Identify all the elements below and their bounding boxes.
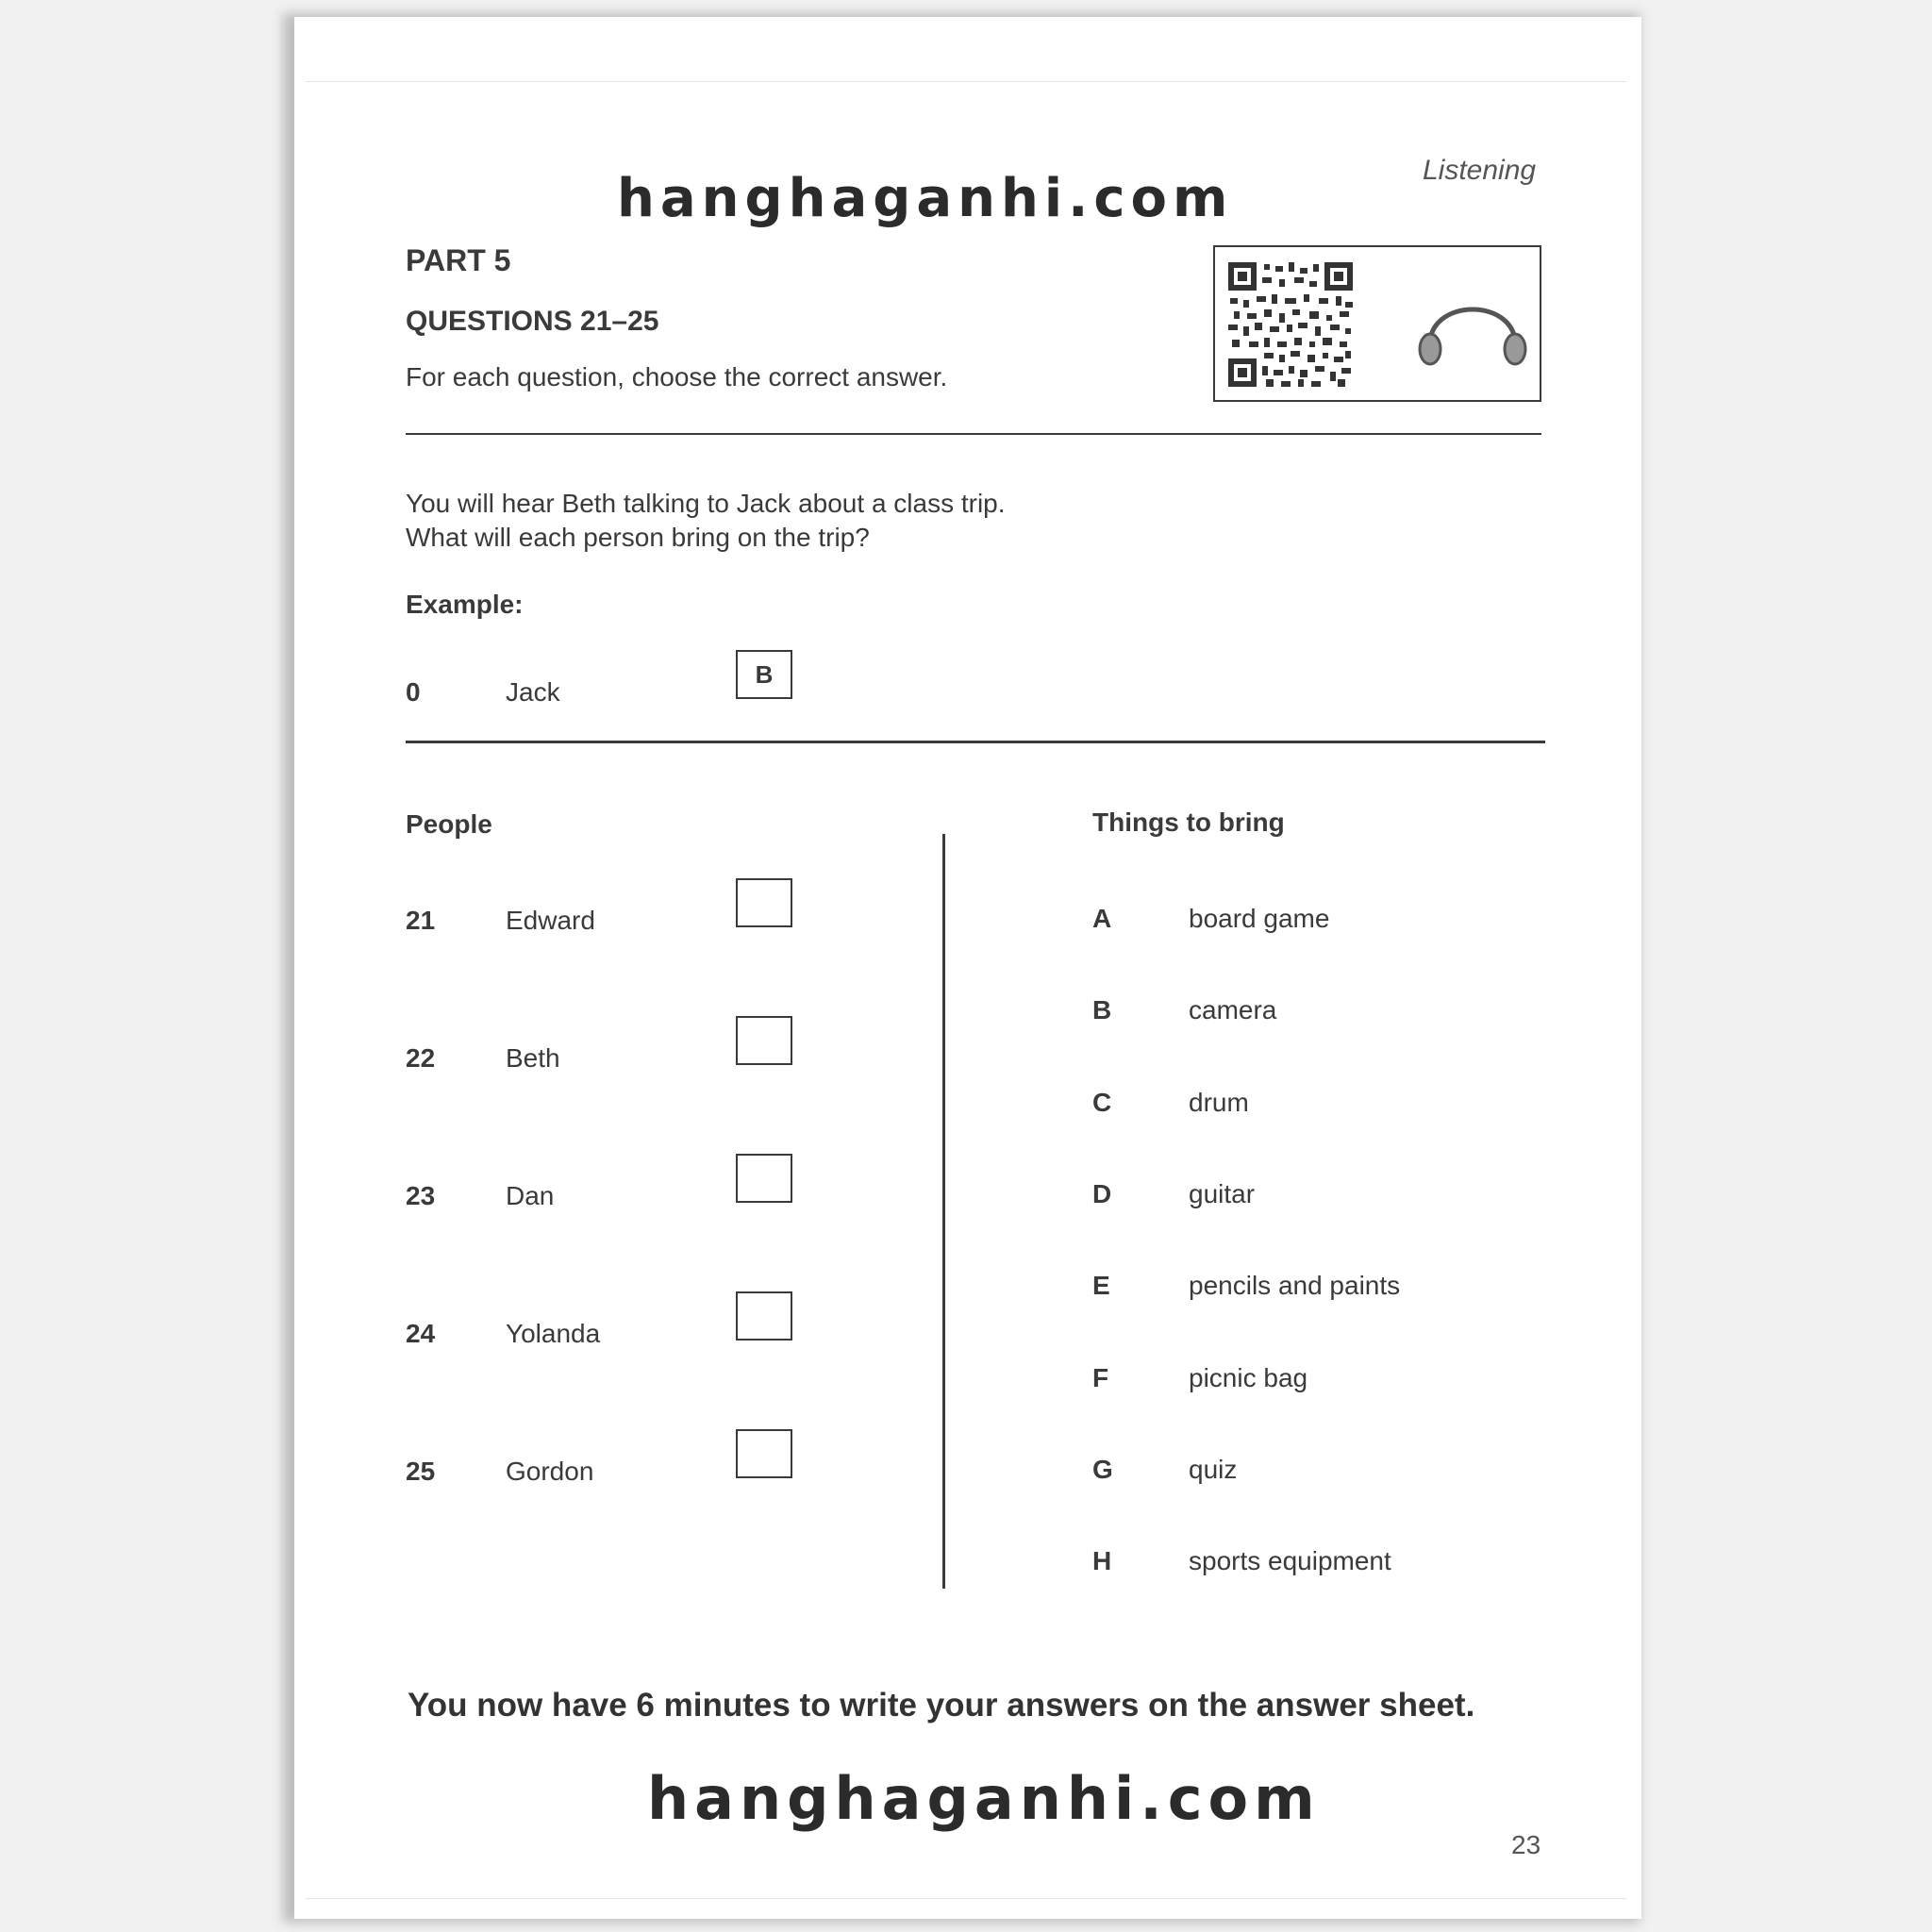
option-text: board game [1189,904,1330,933]
option-text: guitar [1189,1179,1256,1208]
option-letter: H [1092,1546,1112,1575]
answer-box-24[interactable] [736,1291,792,1341]
option-letter: E [1092,1271,1110,1300]
people-name: Beth [506,1043,560,1073]
book-page [294,17,1641,1919]
option-text: picnic bag [1189,1363,1308,1392]
option-letter: C [1092,1088,1112,1117]
option-text: pencils and paints [1189,1271,1401,1300]
intro-line-2: What will each person bring on the trip? [406,523,870,552]
questions-range: QUESTIONS 21–25 [406,306,659,337]
option-letter: D [1092,1179,1112,1208]
headphones-icon [1417,277,1528,372]
people-number: 23 [406,1181,436,1210]
option-text: sports equipment [1189,1546,1391,1575]
things-heading: Things to bring [1092,808,1285,837]
audio-resource-box [1213,245,1541,402]
section-label: Listening [1423,155,1537,186]
watermark-bottom: hanghaganhi.com [647,1764,1321,1833]
people-heading: People [406,809,492,839]
example-number: 0 [406,677,421,707]
option-text: quiz [1189,1455,1238,1484]
example-name: Jack [506,677,560,707]
part-title: PART 5 [406,243,511,277]
option-letter: B [1092,995,1112,1024]
column-divider [942,834,945,1589]
people-name: Gordon [506,1457,594,1486]
answer-box-23[interactable] [736,1154,792,1203]
instruction-text: For each question, choose the correct answer. [406,362,948,391]
answer-box-25[interactable] [736,1429,792,1478]
option-letter: A [1092,904,1112,933]
people-name: Dan [506,1181,555,1210]
people-name: Yolanda [506,1319,601,1348]
answer-box-22[interactable] [736,1016,792,1065]
example-answer-box: B [736,650,792,699]
people-number: 25 [406,1457,436,1486]
people-number: 24 [406,1319,436,1348]
answer-box-21[interactable] [736,878,792,927]
divider-2 [406,741,1545,743]
option-letter: F [1092,1363,1109,1392]
qr-code-icon[interactable] [1228,262,1353,387]
option-text: camera [1189,995,1277,1024]
people-number: 22 [406,1043,436,1073]
divider-1 [406,433,1541,435]
option-letter: G [1092,1455,1113,1484]
people-name: Edward [506,906,595,935]
time-instruction: You now have 6 minutes to write your answers on the answer sheet. [408,1687,1475,1724]
watermark-top: hanghaganhi.com [617,168,1234,229]
page-number: 23 [1511,1830,1541,1859]
example-label: Example: [406,590,524,619]
intro-line-1: You will hear Beth talking to Jack about a class trip. [406,489,1006,518]
people-number: 21 [406,906,436,935]
bottom-faint-rule [306,1898,1626,1899]
option-text: drum [1189,1088,1249,1117]
top-faint-rule [306,81,1626,82]
